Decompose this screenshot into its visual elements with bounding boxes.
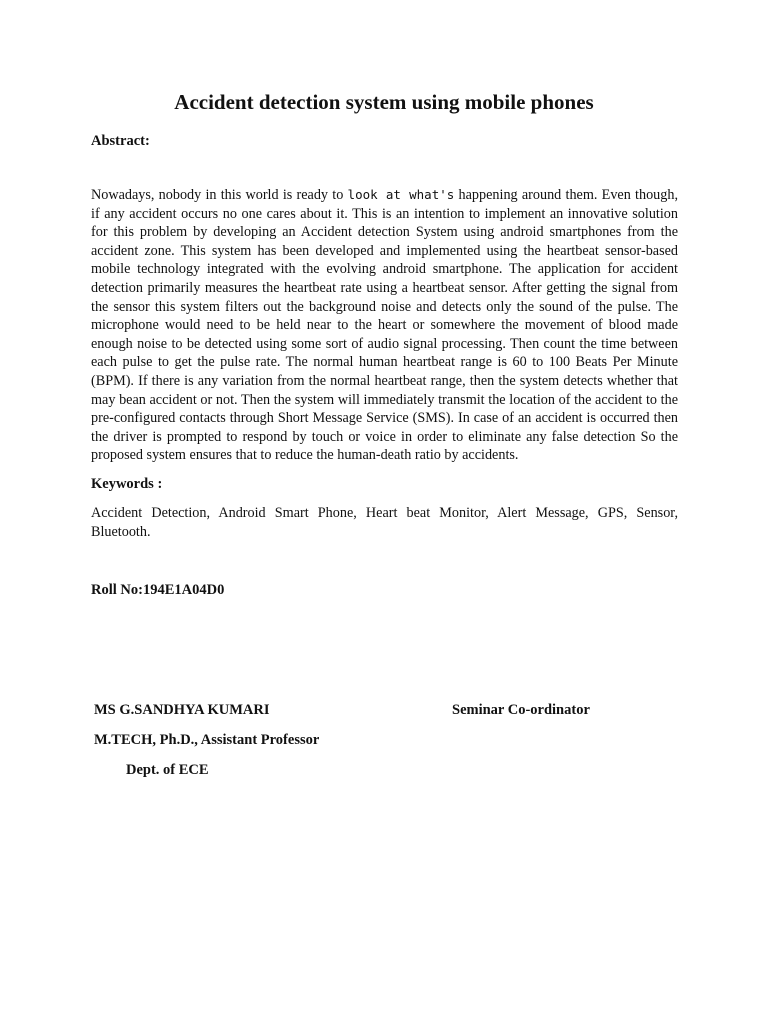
guide-designation: M.TECH, Ph.D., Assistant Professor — [94, 732, 320, 748]
guide-department: Dept. of ECE — [126, 762, 209, 778]
coordinator-label: Seminar Co-ordinator — [452, 702, 590, 718]
abstract-heading: Abstract: — [91, 133, 150, 149]
abstract-body — [91, 186, 678, 465]
abstract-text-rest: happening around them. Even though, if any accident occurs no one cares about it. This is an intention to implement an innovative solution for this problem by developing an Accident detection System using android smartphones from the accident zone. This system has been developed and implemented using the heartbeat sensor-based mobile technology integrated with the evolving android smartphone. The application for accident detection primarily measures the heartbeat rate using a heartbeat sensor. After getting the signal from the sensor this system filters out the background noise and detects only the sound of the pulse. The microphone would need to be held near to the heart or somewhere the movement of blood made enough noise to be detected using some sort of audio signal processing. Then count the time between each pulse to get the pulse rate. The normal human heartbeat range is 60 to 100 Beats Per Minute (BPM). If there is any variation from the normal heartbeat range, then the system detects whether that may bean accident or not. Then the system will immediately transmit the location of the accident to the pre-configured contacts through Short Message Service (SMS). In case of an accident is occurred then the driver is prompted to respond by touch or voice in order to eliminate any false detection So the proposed system ensures that to reduce the human-death ratio by accidents. — [91, 187, 679, 464]
keywords-body: Accident Detection, Android Smart Phone, Heart beat Monitor, Alert Message, GPS, Sensor, Bluetooth. — [91, 505, 678, 540]
guide-name: MS G.SANDHYA KUMARI — [94, 702, 270, 718]
abstract-text-monospace: look at what's — [347, 187, 455, 202]
roll-number: Roll No:194E1A04D0 — [91, 582, 225, 598]
keywords-heading: Keywords : — [91, 476, 163, 492]
abstract-text-start: Nowadays, nobody in this world is ready to — [91, 187, 348, 203]
document-title: Accident detection system using mobile phones — [174, 90, 594, 114]
